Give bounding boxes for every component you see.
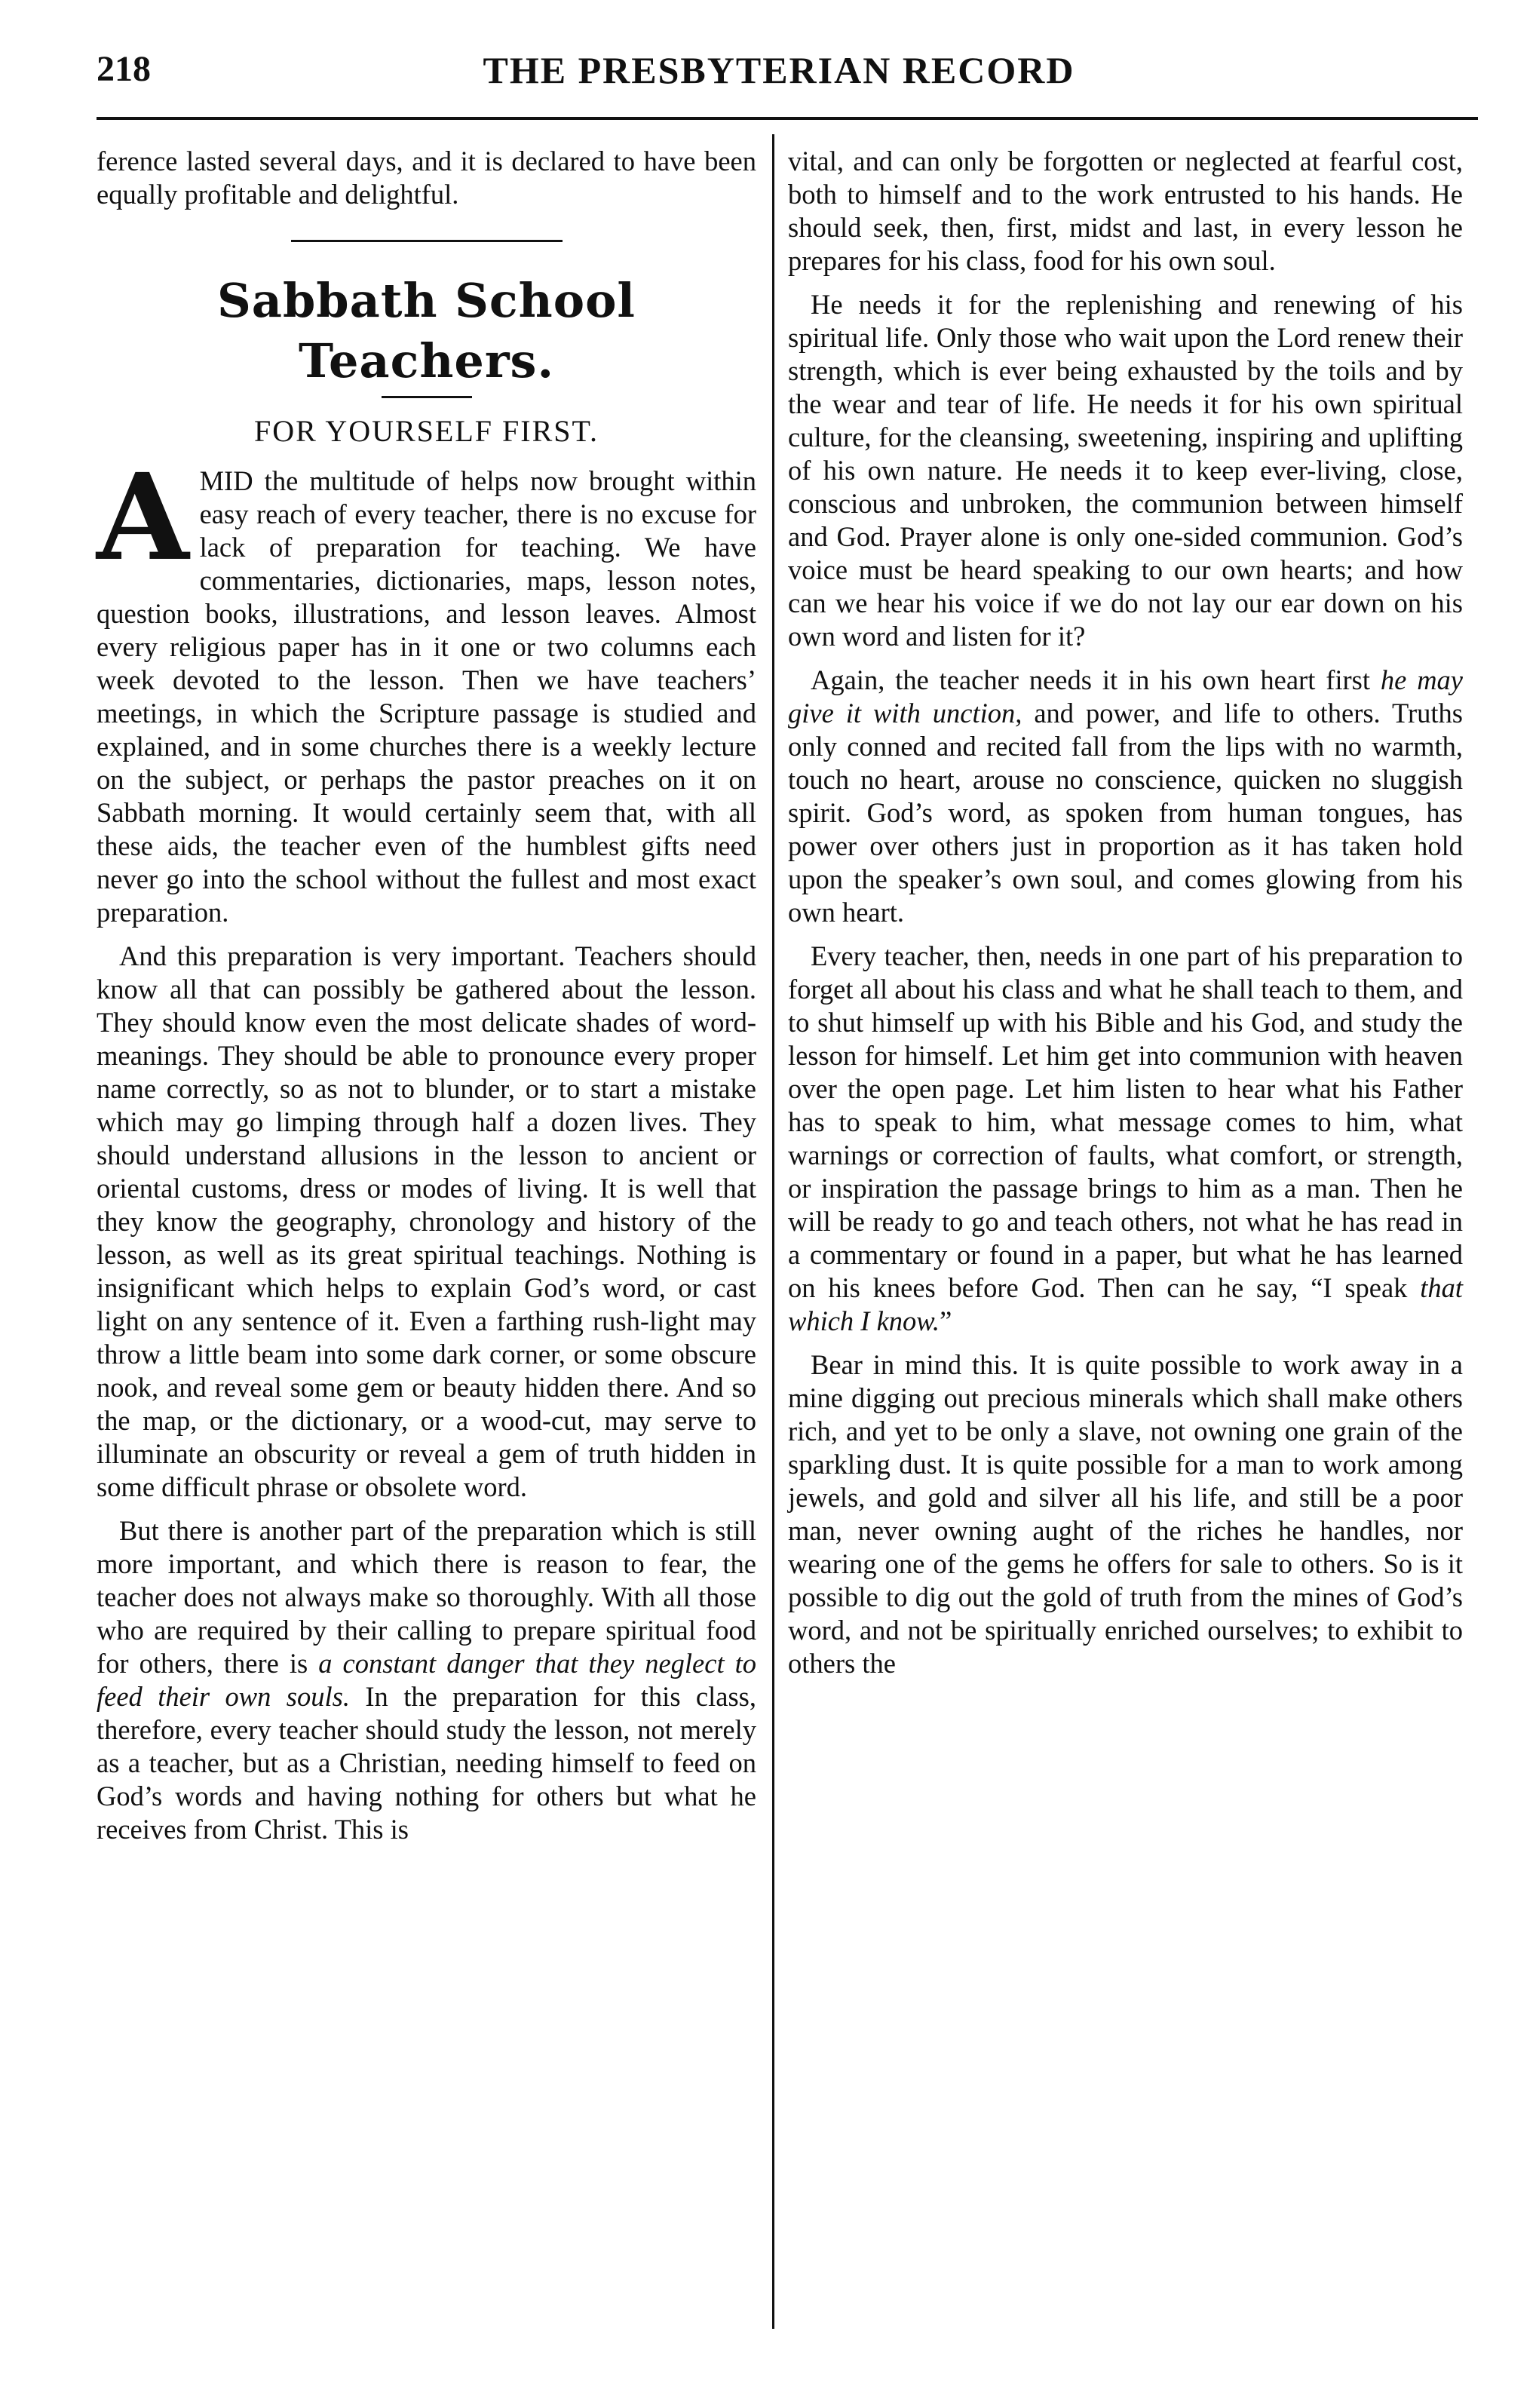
paragraph-text: ”	[940, 1305, 952, 1336]
paragraph-every-teacher	[788, 940, 1463, 1338]
paragraph-unction	[788, 664, 1463, 929]
continuation-paragraph: ference lasted several days, and it is declared to have been equally profitable and delightful.	[97, 146, 756, 210]
drop-cap-letter: A	[97, 448, 189, 587]
emphasis-text: he may give it with unction,	[788, 664, 1463, 729]
paragraph-text: Every teacher, then, needs in one part of his preparation to forget all about his class and what he shall teach to them, and to shut himself up with his Bible and his God, and study the lesson for himself. Let him get into communion with heaven over the open page. Let him listen to hear what his Father has to speak to him, what message comes to him, what warnings or correction of faults, what comfort, or strength, or inspiration the passage brings to him as a man. Then he will be ready to go and teach others, not what he has read in a commentary or found in a paper, but what he has learned on his knees before God. Then can he say, “I speak	[788, 940, 1463, 1303]
paragraph-text: In the preparation for this class, therefore, every teacher should study the lesson, not merely as a teacher, but as a Christian, needing himself to feed on God’s words and having nothing for others but what he receives from Christ. This is	[97, 1681, 757, 1845]
opening-paragraph	[97, 448, 756, 929]
paragraph-text: Again, the teacher needs it in his own heart first	[811, 664, 1381, 695]
right-column	[788, 145, 1463, 1691]
paragraph-bear-in-mind: Bear in mind this. It is quite possible to work away in a mine digging out precious minerals which shall make others rich, and yet to be only a slave, not owning one grain of the sparkling dust. It is quite possible for a man to work among jewels, and gold and silver all his life, and still be a poor man, never owning aught of the riches he handles, nor wearing one of the gems he offers for sale to others. So is it possible to dig out the gold of truth from the mines of God’s word, and not be spiritually enriched ourselves; to exhibit to others the	[788, 1349, 1463, 1679]
page-header	[81, 48, 1476, 101]
paragraph-text: But there is another part of the preparation which is still more important, and which there is reason to fear, the teacher does not always make so thoroughly. With all those who are required by their calling to prepare spiritual food for others, there is	[97, 1515, 756, 1679]
paragraph-another-part	[97, 1514, 756, 1846]
article-title: FOR YOURSELF FIRST.	[254, 414, 599, 448]
paragraph-replenishing: He needs it for the replenishing and renewing of his spiritual life. Only those who wait upon the Lord renew their strength, which is ever being exhausted by the toils and by the wear and tear of life. He needs it for his own spiritual culture, for the cleansing, sweetening, inspiring and uplifting of his own nature. He needs it to keep ever-living, close, conscious and unbroken, the communion between himself and God. Prayer alone is only one-sided communion. God’s voice must be heard speaking to our own hearts; and how can we hear his voice if we do not lay our ear down on his own word and listen for it?	[788, 289, 1463, 652]
section-heading: Sabbath School Teachers.	[217, 273, 636, 388]
column-divider	[772, 134, 774, 2329]
paragraph-text: and power, and life to others. Truths only conned and recited fall from the lips with no warmth, touch no heart, arouse no conscience, quicken no sluggish spirit. God’s word, as spoken from human tongues, has power over others just in proportion as it has taken hold upon the speaker’s own soul, and comes glowing from his own heart.	[788, 698, 1463, 928]
running-head: THE PRESBYTERIAN RECORD	[483, 49, 1075, 91]
emphasis-text: that which I know.	[788, 1272, 1463, 1336]
left-column	[97, 145, 756, 1857]
paragraph-preparation: And this preparation is very important. Teachers should know all that can possibly be gathered about the lesson. They should know even the most delicate shades of word-meanings. They should be able to pronounce every proper name correctly, so as not to blunder, or to start a mistake which may go limping through half a dozen lives. They should understand allusions in the lesson to ancient or oriental customs, dress or modes of living. It is well that they know the geography, chronology and history of the lesson, as well as its great spiritual teachings. Nothing is insignificant which helps to explain God’s word, or cast light on any sentence of it. Even a farthing rush-light may throw a little beam into some dark corner, or some obscure nook, and reveal some gem or beauty hidden there. And so the map, or the dictionary, or a wood-cut, may serve to illuminate an obscurity or reveal a gem of truth hidden in some difficult phrase or obsolete word.	[97, 940, 756, 1502]
emphasis-text: a constant danger that they neglect to feed their own souls.	[97, 1648, 756, 1712]
heading-underline	[382, 396, 472, 398]
header-rule	[97, 117, 1478, 120]
page-number: 218	[97, 49, 151, 89]
paragraph-vital: vital, and can only be forgotten or neglected at fearful cost, both to himself and to the work entrusted to his hands. He should seek, then, first, midst and last, in every lesson he prepares for his class, food for his own soul.	[788, 146, 1463, 276]
section-separator	[291, 240, 563, 242]
opening-paragraph-text: MID the multitude of helps now brought within easy reach of every teacher, there is no excuse for lack of preparation for teaching. We have commentaries, dictionaries, maps, lesson notes, question books, illustrations, and lesson leaves. Almost every religious paper has in it one or two columns each week devoted to the lesson. Then we have teachers’ meetings, in which the Scripture passage is studied and explained, and in some churches there is a weekly lecture on the subject, or perhaps the pastor preaches on it on Sabbath morning. It would certainly seem that, with all these aids, the teacher even of the humblest gifts need never go into the school without the fullest and most exact preparation.	[97, 465, 756, 928]
